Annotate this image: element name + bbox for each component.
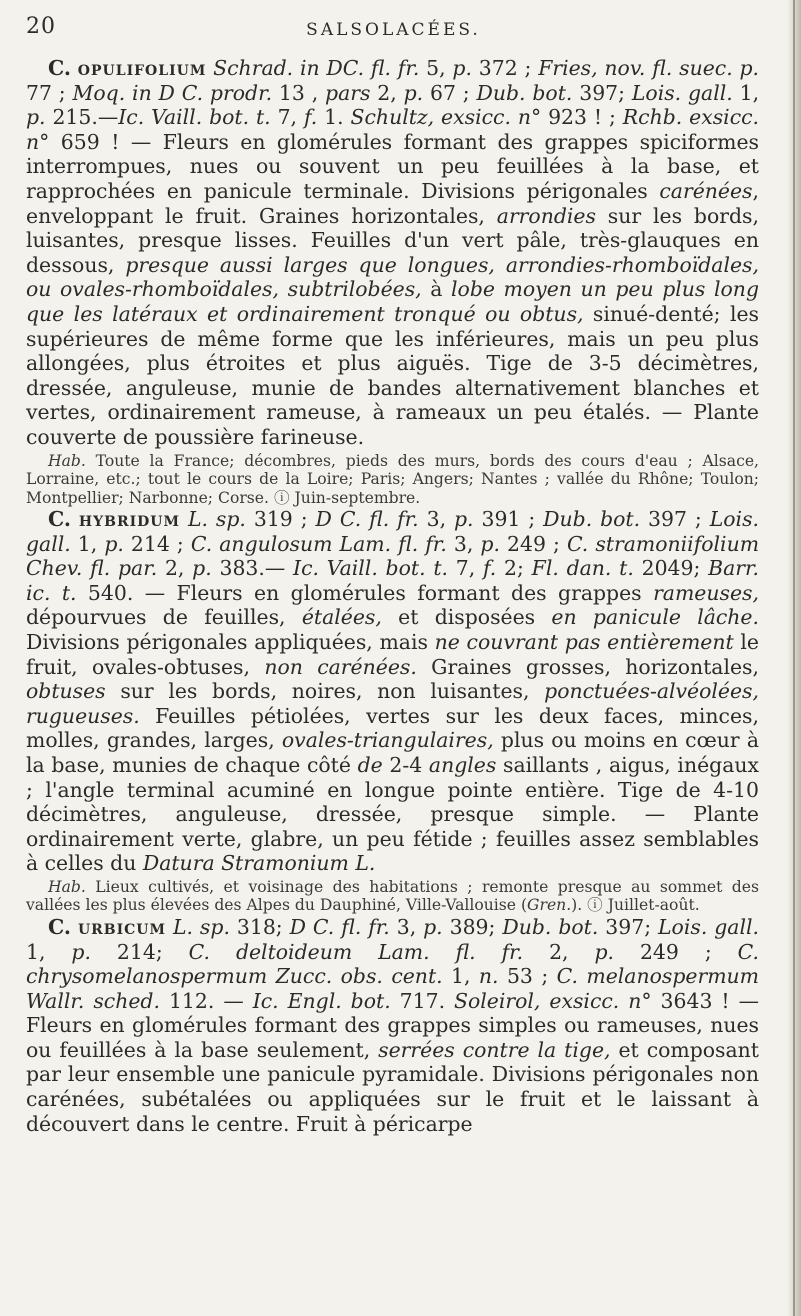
text-run: Juin-septembre. bbox=[289, 488, 421, 507]
text-run: 372 ; bbox=[471, 56, 539, 80]
italic-run: Dub. bot. bbox=[543, 507, 641, 531]
text-run: ). bbox=[571, 896, 588, 915]
italic-run: p. bbox=[454, 507, 474, 531]
entry-genus-abbrev: C. bbox=[48, 56, 71, 80]
page-number: 20 bbox=[26, 14, 56, 39]
text-run: 5, bbox=[419, 56, 453, 80]
italic-run: Lois. gall. bbox=[658, 914, 759, 939]
text-run bbox=[180, 507, 188, 531]
text-run: sur les bords, luisantes, presque lisses. Feuilles d'un vert pâle, très-glauques en dessous, bbox=[26, 203, 760, 277]
text-run: Graines grosses, horizontales, bbox=[416, 654, 759, 679]
page-header bbox=[26, 14, 761, 50]
text-run: 717. bbox=[390, 988, 455, 1013]
italic-run: en panicule lâche. bbox=[551, 605, 759, 630]
italic-run: p. bbox=[403, 80, 424, 105]
italic-run: ponctuées-alvéolées, rugueuses. bbox=[26, 679, 759, 728]
text-run: Lieux cultivés, et voisinage des habitations ; remonte presque au sommet des vallées les plus élevées des Alpes du Dauphiné, Ville-Vallouise ( bbox=[26, 877, 759, 915]
text-run: 383.— bbox=[211, 556, 294, 581]
text-run: 1, bbox=[70, 531, 105, 556]
text-run: 2, bbox=[370, 80, 404, 105]
italic-run: p. bbox=[594, 939, 615, 964]
text-run: le fruit, ovales-obtuses, bbox=[26, 629, 759, 679]
text-run: 397; bbox=[598, 914, 659, 939]
text-run: 1. bbox=[317, 105, 351, 130]
text-run: et composant par leur ensemble une panicule pyramidale. Divisions périgonales non carénées, subétalées ou appliquées sur le fruit et le laissant à découvert dans le centre. Fruit à péricarpe bbox=[26, 1037, 759, 1136]
italic-run: Barr. ic. t. bbox=[26, 556, 760, 605]
italic-run: Soleirol, exsicc. n° bbox=[454, 988, 652, 1013]
text-run: 249 ; bbox=[499, 531, 567, 556]
text-run: sur les bords, noires, non luisantes, bbox=[105, 679, 545, 704]
entry-genus-abbrev: C. bbox=[48, 914, 71, 939]
italic-run: Dub. bot. bbox=[476, 80, 573, 105]
text-run: 2; bbox=[496, 556, 532, 581]
italic-run: Gren. bbox=[527, 896, 572, 915]
text-run: Feuilles pétiolées, vertes sur les deux faces, minces, molles, grandes, larges, bbox=[26, 703, 759, 753]
text-run: 3, bbox=[389, 914, 424, 939]
italic-run: p. bbox=[480, 531, 500, 556]
italic-run: Lois. gall. bbox=[26, 507, 760, 556]
text-run: dépourvues de feuilles, bbox=[26, 605, 302, 630]
italic-run: Lois. gall. bbox=[631, 80, 733, 105]
italic-run: p. bbox=[192, 556, 212, 581]
italic-run: Schrad. in DC. fl. fr. bbox=[213, 56, 420, 80]
italic-run: p. bbox=[423, 914, 443, 939]
italic-run: p. bbox=[104, 531, 124, 556]
italic-run: f. bbox=[482, 556, 497, 581]
text-run: 318; bbox=[229, 914, 290, 939]
text-run: 7, bbox=[270, 105, 304, 130]
italic-run: ne couvrant pas entièrement bbox=[434, 629, 734, 654]
text-run: et disposées bbox=[381, 605, 552, 630]
page-edge-line bbox=[793, 0, 795, 1316]
entry-genus-abbrev: C. bbox=[48, 507, 71, 531]
text-run: 13 , bbox=[272, 80, 326, 105]
italic-run: étalées, bbox=[301, 605, 382, 630]
text-run: 67 ; bbox=[423, 80, 477, 105]
italic-run: rameuses, bbox=[653, 580, 759, 605]
species-name: opulifolium bbox=[77, 56, 207, 80]
text-run: 215.— bbox=[45, 105, 119, 130]
text-run: 3, bbox=[418, 507, 454, 531]
habitat-note bbox=[26, 452, 759, 508]
italic-run: C. melanospermum Wallr. sched. bbox=[26, 964, 760, 1013]
entry-body bbox=[26, 56, 759, 449]
text-run: 2049; bbox=[633, 556, 709, 581]
italic-run: lobe moyen un peu plus long que les latéraux et ordinairement tronqué ou obtus, bbox=[26, 277, 759, 326]
text-run: 77 ; bbox=[26, 80, 73, 105]
italic-run: non carénées. bbox=[264, 654, 417, 679]
text-run: , enveloppant le fruit. Graines horizontales, bbox=[26, 178, 759, 228]
italic-run: Ic. Vaill. bot. t. bbox=[293, 556, 448, 581]
italic-run: n. bbox=[478, 964, 499, 989]
text-run: 53 ; bbox=[498, 964, 557, 989]
italic-run: Fl. dan. t. bbox=[531, 556, 634, 581]
species-name: hybridum bbox=[78, 507, 181, 531]
italic-run: obtuses bbox=[26, 679, 106, 704]
italic-run: L. sp. bbox=[187, 507, 246, 531]
entry-urbicum bbox=[26, 915, 759, 1136]
italic-run: C. stramoniifolium Chev. fl. par. bbox=[26, 531, 760, 581]
italic-run: serrées contre la tige, bbox=[378, 1037, 611, 1062]
italic-run: p. bbox=[452, 56, 472, 80]
italic-run: L. sp. bbox=[172, 914, 230, 939]
text-run: 3643 ! — Fleurs en glomérules formant des grappes simples ou rameuses, nues ou feuillées à la base seulement, bbox=[26, 988, 759, 1062]
text-run: Toute la France; décombres, pieds des murs, bords des cours d'eau ; Alsace, Lorraine, etc.; tout le cours de la Loire; Paris; Angers; Nantes ; vallée du Rhône; Toulon; Montpellier; Narbonne; Corse. bbox=[26, 451, 759, 507]
text-run: 319 ; bbox=[245, 507, 316, 531]
text-run: 389; bbox=[442, 914, 503, 939]
italic-run: de bbox=[357, 752, 383, 777]
habitat-note bbox=[26, 878, 759, 915]
text-run: 2, bbox=[523, 939, 595, 964]
italic-run: p. bbox=[71, 939, 91, 964]
text-run: 7, bbox=[448, 556, 483, 581]
italic-run: arrondies bbox=[496, 203, 596, 228]
page-content bbox=[26, 56, 759, 1136]
italic-run: Fries, nov. fl. suec. p. bbox=[538, 56, 760, 80]
text-run: 249 ; bbox=[614, 939, 738, 964]
text-run: Divisions périgonales appliquées, mais bbox=[26, 629, 435, 654]
entry-body bbox=[26, 915, 759, 1136]
italic-run: Ic. Vaill. bot. t. bbox=[118, 105, 271, 130]
text-run: Juillet-août. bbox=[602, 896, 700, 915]
entry-opulifolium bbox=[26, 56, 759, 450]
italic-run: Schultz, exsicc. n° bbox=[350, 105, 542, 130]
species-name: urbicum bbox=[77, 914, 167, 939]
italic-run: angles bbox=[428, 752, 497, 777]
text-run bbox=[166, 915, 173, 939]
text-run: plus ou moins en cœur à la base, munies de chaque côté bbox=[26, 728, 759, 777]
italic-run: C. angulosum Lam. fl. fr. bbox=[190, 531, 447, 556]
italic-run: pars bbox=[325, 80, 371, 105]
text-run: 2-4 bbox=[382, 752, 429, 777]
text-run: 659 ! — Fleurs en glomérules formant des grappes spiciformes interrompues, nues ou souvent un peu feuillées à la base, et rapprochées en panicule terminale. Divisions périgonales bbox=[26, 129, 759, 203]
italic-run: Ic. Engl. bot. bbox=[252, 988, 391, 1013]
italic-run: carénées bbox=[659, 178, 753, 203]
italic-run: C. chrysomelanospermum Zucc. obs. cent. bbox=[26, 939, 759, 989]
perennial-symbol: ⓘ bbox=[273, 488, 290, 507]
text-run: à bbox=[421, 277, 452, 302]
italic-run: presque aussi larges que longues, arrondies-rhomboïdales, ou ovales-rhomboïdales, subtrilobées, bbox=[26, 252, 759, 302]
text-run: saillants , aigus, inégaux ; l'angle terminal acuminé en longue pointe entière. Tige de 4-10 décimètres, anguleuse, dressée, presque simple. — Plante ordinairement verte, glabre, un peu fétide ; feuilles assez semblables à celles du bbox=[26, 752, 759, 876]
text-run: 923 ! ; bbox=[541, 105, 623, 130]
italic-run: Dub. bot. bbox=[502, 914, 599, 939]
entry-body bbox=[26, 507, 759, 875]
perennial-symbol: ⓘ bbox=[587, 896, 603, 915]
italic-run: Datura Stramonium L. bbox=[142, 851, 376, 876]
text-run: sinué-denté; les supérieures de même forme que les inférieures, mais un peu plus allongées, plus étroites et plus aiguës. Tige de 3-5 décimètres, dressée, anguleuse, munie de bandes alternativement blanches et vertes, ordinairement rameuse, à rameaux un peu étalés. — Plante couverte de poussière farineuse. bbox=[26, 301, 759, 449]
italic-run: C. deltoideum Lam. fl. fr. bbox=[188, 939, 524, 964]
text-run: 214; bbox=[90, 939, 189, 964]
text-run: 397 ; bbox=[640, 507, 710, 531]
italic-run: Hab. bbox=[48, 877, 86, 896]
italic-run: D C. fl. fr. bbox=[289, 914, 390, 939]
text-run: 391 ; bbox=[473, 507, 544, 531]
running-head: SALSOLACÉES. bbox=[306, 20, 481, 40]
text-run: 397; bbox=[572, 80, 632, 105]
text-run: 112. — bbox=[159, 988, 253, 1013]
text-run: 1, bbox=[442, 964, 479, 989]
italic-run: p. bbox=[26, 105, 46, 130]
italic-run: D C. fl. fr. bbox=[315, 507, 419, 531]
text-run: 1, bbox=[26, 939, 72, 964]
italic-run: ovales-triangulaires, bbox=[281, 728, 494, 753]
italic-run: Rchb. exsicc. n° bbox=[26, 105, 760, 154]
text-run: 540. — Fleurs en glomérules formant des grappes bbox=[76, 580, 654, 605]
text-run: 2, bbox=[157, 556, 193, 581]
entry-hybridum bbox=[26, 507, 759, 876]
italic-run: f. bbox=[303, 105, 318, 130]
italic-run: Moq. in D C. prodr. bbox=[72, 80, 273, 105]
text-run: 214 ; bbox=[123, 531, 191, 556]
text-run: 3, bbox=[446, 531, 481, 556]
text-run: 1, bbox=[732, 80, 760, 105]
italic-run: Hab. bbox=[48, 451, 86, 470]
